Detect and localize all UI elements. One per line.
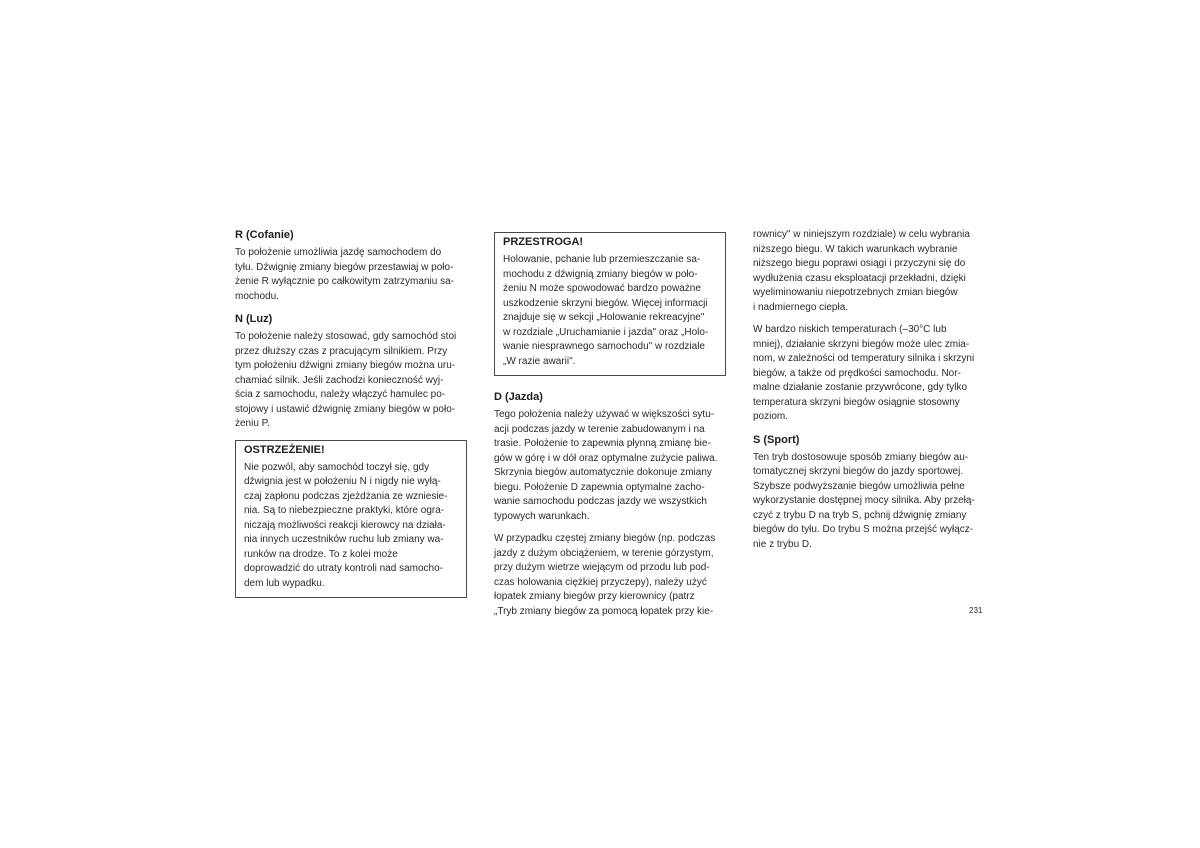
column-left (235, 228, 467, 598)
text-line: mniej), działanie skrzyni biegów może ulec zmia- (753, 338, 970, 350)
text-line: W przypadku częstej zmiany biegów (np. podczas (494, 533, 716, 544)
warning-text (244, 461, 458, 592)
text-line: dem lub wypadku. (244, 577, 325, 589)
text-line: mochodu z dźwignią zmiany biegów w poło- (503, 268, 698, 280)
caution-title: PRZESTROGA! (503, 236, 584, 248)
text-line: czyć z trybu D na tryb S, pchnij dźwignię zmiany (753, 509, 967, 521)
text-line: Nie pozwól, aby samochód toczył się, gdy (244, 461, 430, 473)
text-line: niższego biegu poprawi osiągi i przyczyni się do (753, 258, 966, 269)
paragraph-d-continued (494, 532, 726, 619)
text-line: dźwignia jest w położeniu N i nigdy nie wyłą- (244, 476, 441, 487)
text-line: czas holowania ciężkiej przyczepy), należy użyć (494, 576, 707, 588)
text-line: biegu. Położenie D zapewnia optymalne zacho- (494, 481, 705, 493)
text-line: wyeliminowaniu niepotrzebnych zmian biegów (753, 287, 958, 298)
text-line: i nadmiernego ciepła. (753, 301, 849, 313)
text-line: przy dużym wietrze wiejącym od przodu lub pod- (494, 562, 710, 573)
section-heading-d: D (Jazda) (494, 391, 543, 403)
text-line: niczają możliwości reakcji kierowcy na działa- (244, 519, 446, 531)
text-line: nie z trybu D. (753, 538, 812, 550)
text-line: poziom. (753, 411, 789, 422)
paragraph-r (235, 246, 467, 304)
text-line: wydłużenia czasu eksploatacji przekładni, dzięki (753, 272, 966, 284)
text-line: żeniu P. (235, 418, 270, 429)
text-line: temperatura skrzyni biegów osiągnie stosowny (753, 396, 960, 408)
text-line: łopatek zmiany biegów przy kierownicy (patrz (494, 591, 695, 602)
text-line: stojowy i ustawić dźwignię zmiany biegów w poło- (235, 403, 456, 415)
section-heading-r: R (Cofanie) (235, 229, 294, 241)
text-line: „Tryb zmiany biegów za pomocą łopatek przy kie- (494, 605, 714, 617)
warning-title: OSTRZEŻENIE! (244, 443, 325, 456)
text-line: gów w górę i w dół oraz optymalne zużycie paliwa. (494, 452, 718, 464)
text-line: chamiać silnik. Jeśli zachodzi konieczność wyj- (235, 374, 444, 386)
text-line: W bardzo niskich temperaturach (–30°C lub (753, 324, 947, 335)
text-line: „W razie awarii". (503, 355, 576, 367)
text-line: czaj zapłonu podczas zjeżdżania ze wzniesie- (244, 490, 448, 502)
text-line: To położenie umożliwia jazdę samochodem do (235, 247, 442, 258)
text-line: żeniu N może spowodować bardzo poważne (503, 283, 701, 294)
column-middle (494, 228, 726, 627)
text-line: To położenie należy stosować, gdy samochód stoi (235, 331, 457, 342)
page-number: 231 (969, 606, 983, 615)
text-line: tyłu. Dźwignię zmiany biegów przestawiaj w poło- (235, 261, 454, 273)
caution-box (494, 232, 726, 376)
text-line: runków na drodze. To z kolei może (244, 548, 398, 560)
text-line: nom, w zależności od temperatury silnika i skrzyni (753, 353, 975, 364)
text-line: niższego biegu. W takich warunkach wybranie (753, 243, 958, 255)
text-line: tym położeniu dźwigni zmiany biegów można uru- (235, 360, 456, 371)
text-line: wanie samochodu podczas jazdy we wszystkich (494, 496, 707, 507)
text-line: wykorzystanie dostępnej mocy silnika. Aby przełą- (753, 495, 975, 506)
text-line: nia. Są to niebezpieczne praktyki, które ogra- (244, 505, 445, 516)
text-line: żenie R wyłącznie po całkowitym zatrzymaniu sa- (235, 276, 454, 287)
text-line: uszkodzenie skrzyni biegów. Więcej informacji (503, 297, 708, 309)
text-line: w rozdziale „Uruchamianie i jazda" oraz „Holo- (503, 326, 709, 338)
column-right (753, 228, 985, 560)
text-line: jazdy z dużym obciążeniem, w terenie górzystym, (494, 547, 714, 559)
text-line: znajduje się w sekcji „Holowanie rekreacyjne" (503, 312, 705, 323)
section-heading-s: S (Sport) (753, 433, 800, 446)
text-line: Ten tryb dostosowuje sposób zmiany biegów au- (753, 451, 969, 463)
paragraph-cold (753, 323, 985, 425)
paragraph-n (235, 330, 467, 432)
text-line: Tego położenia należy używać w większości sytu- (494, 409, 715, 420)
paragraph-s (753, 451, 985, 553)
text-line: Szybsze podwyższanie biegów umożliwia pełne (753, 480, 965, 492)
text-line: malne działanie zostanie przywrócone, gdy tylko (753, 382, 967, 393)
text-line: Skrzynia biegów automatycznie dokonuje zmiany (494, 467, 712, 478)
caution-text (503, 253, 717, 369)
text-line: biegów do tyłu. Do trybu S można przejść wyłącz- (753, 524, 974, 535)
paragraph-d-continued-2 (753, 228, 985, 315)
text-line: przez dłuższy czas z pracującym silnikiem. Przy (235, 345, 448, 357)
text-line: acji podczas jazdy w terenie zabudowanym i na (494, 423, 705, 435)
text-line: ścia z samochodu, należy włączyć hamulec po- (235, 389, 446, 400)
text-line: tomatycznej skrzyni biegów do jazdy sportowej. (753, 466, 964, 477)
text-line: biegów, a także od prędkości samochodu. Nor- (753, 367, 961, 379)
paragraph-d (494, 408, 726, 524)
text-line: doprowadzić do utraty kontroli nad samocho- (244, 563, 443, 574)
text-line: trasie. Położenie to zapewnia płynną zmianę bie- (494, 438, 711, 449)
text-line: mochodu. (235, 290, 279, 302)
section-heading-n: N (Luz) (235, 313, 273, 325)
text-line: Holowanie, pchanie lub przemieszczanie sa- (503, 254, 701, 265)
text-line: rownicy" w niniejszym rozdziale) w celu wybrania (753, 229, 970, 240)
text-line: nia innych uczestników ruchu lub zmiany wa- (244, 534, 444, 545)
text-line: typowych warunkach. (494, 510, 590, 522)
text-line: wanie niesprawnego samochodu" w rozdziale (503, 341, 705, 352)
warning-box (235, 440, 467, 599)
